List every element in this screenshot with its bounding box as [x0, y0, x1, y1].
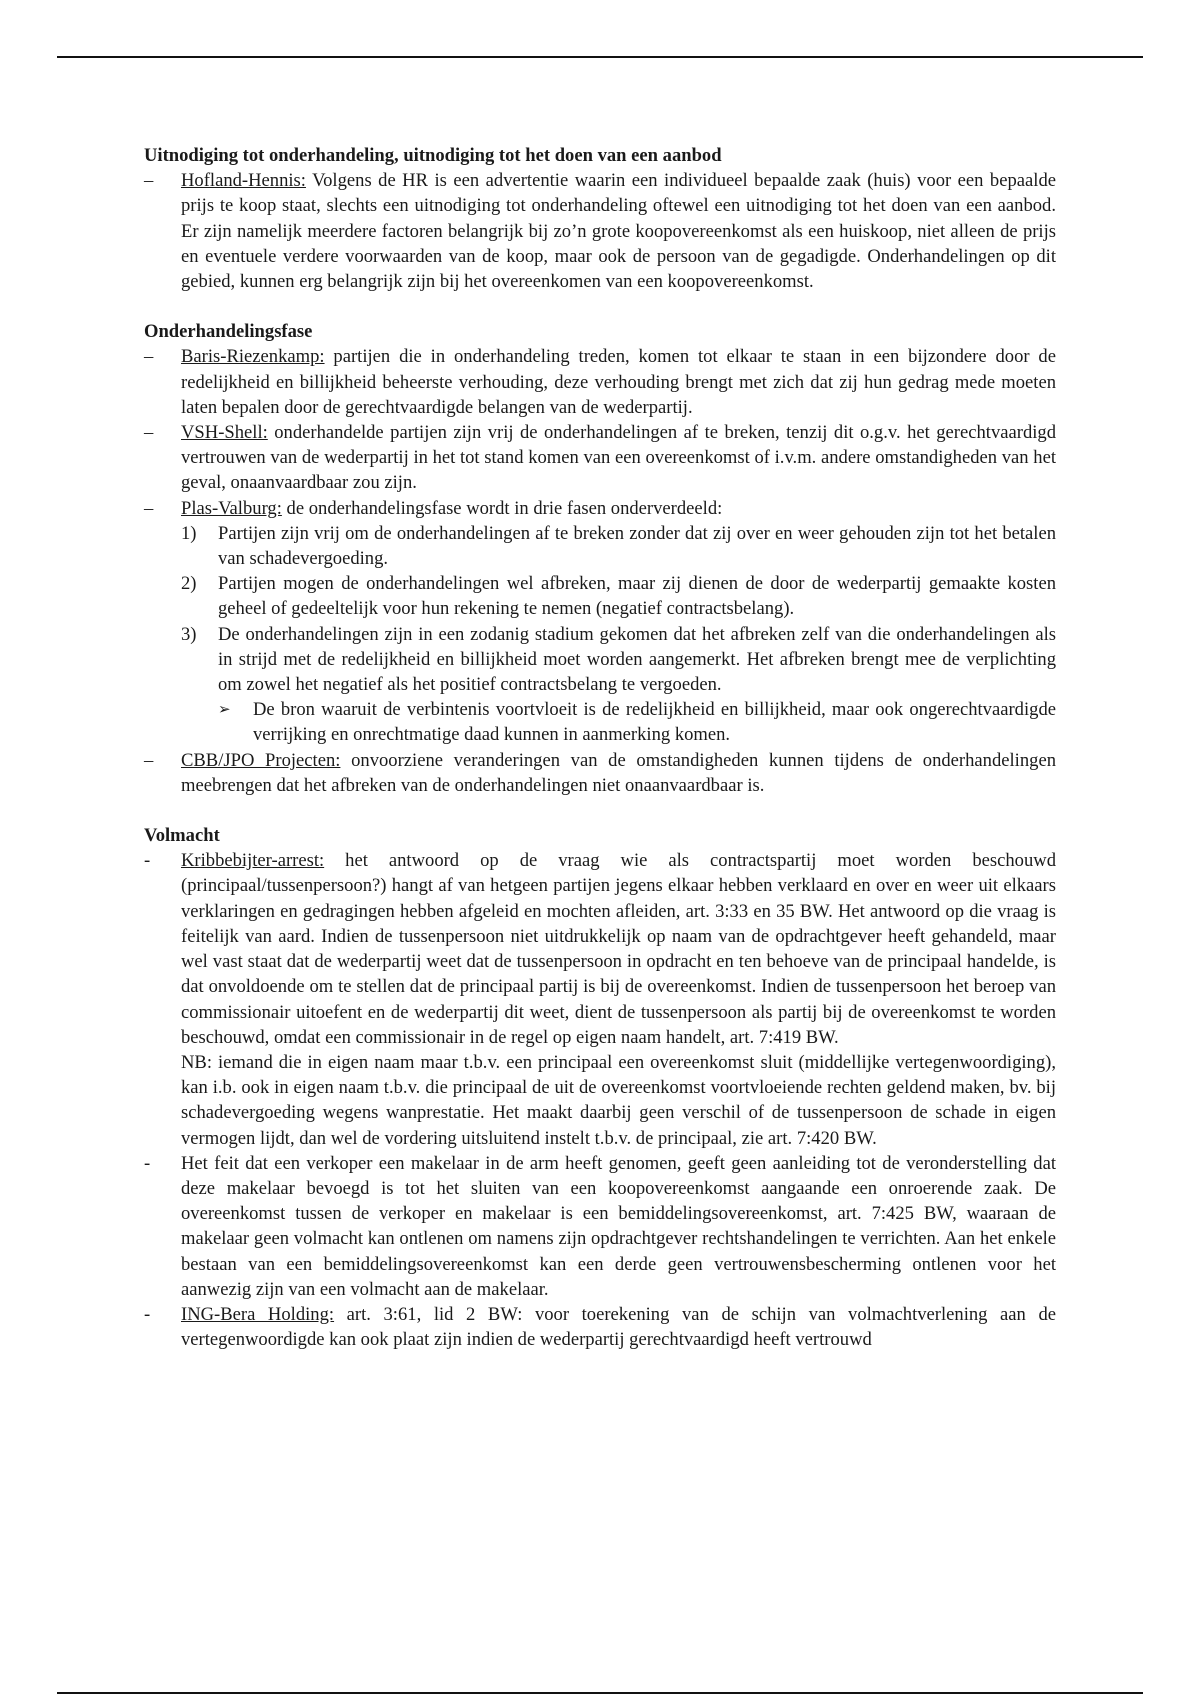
dash-bullet: -	[144, 1303, 151, 1325]
section-title: Volmacht	[144, 825, 220, 847]
dash-bullet: -	[144, 1152, 151, 1174]
arrow-note	[218, 697, 1056, 747]
case-name: Kribbebijter-arrest:	[181, 850, 325, 872]
item-text: het antwoord op de vraag wie als contractspartij moet worden beschouwd (principaal/tussenpersoon?) hangt af van hetgeen partijen jegens elkaar hebben verklaard en over en weer uit elkaars verklaringen en gedragingen hebben afgeleid en mochten afleiden, art. 3:33 en 35 BW. Het antwoord op die vraag is feitelijk van aard. Indien de tussenpersoon niet uitdrukkelijk op naam van de opdrachtgever heeft gehandeld, maar wel vast staat dat de wederpartij weet dat de tussenpersoon in opdracht en ten behoeve van de principaal handelde, is dat onvoldoende om te stellen dat de principaal partij is bij de overeenkomst. Indien de tussenpersoon het beroep van commissionair uitoefent en de wederpartij dit weet, dient de tussenpersoon als partij bij de overeenkomst te worden beschouwd, omdat een commissionair in de regel op eigen naam handelt, art. 7:419 BW.	[181, 850, 1056, 1048]
numbered-item	[181, 622, 1056, 748]
numbered-item-text: Partijen zijn vrij om de onderhandelingen af te breken zonder dat zij over en weer gehouden zijn tot het betalen van schadevergoeding.	[218, 522, 1056, 570]
dash-bullet: –	[144, 497, 154, 519]
case-name: CBB/JPO Projecten:	[181, 749, 341, 771]
case-name: Plas-Valburg:	[181, 497, 282, 519]
document-body	[144, 143, 1056, 1352]
item-text: de onderhandelingsfase wordt in drie fasen onderverdeeld:	[281, 497, 723, 519]
item-text: Volgens de HR is een advertentie waarin een individueel bepaalde zaak (huis) voor een bepaalde prijs te koop staat, slechts een uitnodiging tot onderhandeling oftewel een uitnodiging tot het doen van een aanbod. Er zijn namelijk meerdere factoren belangrijk bij zo’n grote koopovereenkomst als een huiskoop, niet alleen de prijs en eventuele verdere voorwaarden van de koop, maar ook de persoon van de gegadigde. Onderhandelingen op dit gebied, kunnen erg belangrijk zijn bij het overeenkomen van een koopovereenkomst.	[181, 170, 1056, 293]
dash-bullet: -	[144, 850, 151, 872]
item-text: onderhandelde partijen zijn vrij de onderhandelingen af te breken, tenzij dit o.g.v. het gerechtvaardigd vertrouwen van de wederpartij in het tot stand komen van een overeenkomst of i.v.m. andere omstandigheden van het geval, onaanvaardbaar zou zijn.	[181, 422, 1056, 494]
numbered-item	[181, 521, 1056, 571]
section-title: Onderhandelingsfase	[144, 321, 313, 343]
list-item	[144, 496, 1056, 748]
item-number: 2)	[181, 573, 197, 595]
case-name: VSH-Shell:	[181, 422, 268, 444]
section-title: Uitnodiging tot onderhandeling, uitnodiging tot het doen van een aanbod	[144, 145, 722, 166]
item-number: 1)	[181, 522, 197, 544]
list-item	[144, 748, 1056, 798]
item-text: art. 3:61, lid 2 BW: voor toerekening van de schijn van volmachtverlening aan de vertegenwoordigde kan ook plaat zijn indien de wederpartij gerechtvaardigd heeft vertrouwd	[181, 1303, 1056, 1351]
list-item	[144, 420, 1056, 496]
nb-note: NB: iemand die in eigen naam maar t.b.v. een principaal een overeenkomst sluit (middellijke vertegenwoordiging), kan i.b. ook in eigen naam t.b.v. die principaal de uit de overeenkomst voortvloeiende rechten geldend maken, bv. bij schadevergoeding wegens wanprestatie. Het maakt daarbij geen verschil of de tussenpersoon de schade in eigen vermogen lijdt, dan wel de vordering uitsluitend instelt t.b.v. de principaal, zie art. 7:420 BW.	[181, 1051, 1056, 1149]
header-rule	[57, 56, 1143, 58]
dash-bullet: –	[144, 749, 154, 771]
footer-rule	[57, 1692, 1143, 1694]
item-text: onvoorziene veranderingen van de omstandigheden kunnen tijdens de onderhandelingen meebrengen dat het afbreken van de onderhandelingen niet onaanvaardbaar is.	[181, 749, 1056, 796]
case-name: Baris-Riezenkamp:	[181, 346, 325, 368]
numbered-item	[181, 571, 1056, 621]
dash-bullet: –	[144, 170, 154, 192]
list-item	[144, 344, 1056, 420]
case-name: ING-Bera Holding:	[181, 1303, 335, 1325]
numbered-item-text: De onderhandelingen zijn in een zodanig stadium gekomen dat het afbreken zelf van die onderhandelingen als in strijd met de redelijkheid en billijkheid moet worden aangemerkt. Het afbreken brengt mee de verplichting om zowel het negatief als het positief contractsbelang te vergoeden.	[218, 623, 1056, 696]
arrow-bullet-icon: ➢	[218, 700, 231, 719]
item-text: Het feit dat een verkoper een makelaar in de arm heeft genomen, geeft geen aanleiding tot de veronderstelling dat deze makelaar bevoegd is tot het sluiten van een koopovereenkomst aangaande een onroerende zaak. De overeenkomst tussen de verkoper en makelaar is een bemiddelingsovereenkomst, art. 7:425 BW, waaraan de makelaar geen volmacht kan ontlenen om namens zijn opdrachtgever rechtshandelingen te verrichten. Aan het enkele bestaan van een bemiddelingsovereenkomst kan een derde geen vertrouwensbescherming ontlenen voor het aanwezig zijn van een volmacht aan de makelaar.	[181, 1152, 1056, 1300]
list-item	[144, 1151, 1056, 1302]
numbered-item-text: Partijen mogen de onderhandelingen wel afbreken, maar zij dienen de door de wederpartij gemaakte kosten geheel of gedeeltelijk voor hun rekening te nemen (negatief contractsbelang).	[218, 573, 1056, 620]
item-number: 3)	[181, 623, 197, 645]
dash-bullet: –	[144, 422, 154, 444]
case-name: Hofland-Hennis:	[181, 170, 306, 192]
item-text: partijen die in onderhandeling treden, komen tot elkaar te staan in een bijzondere door de redelijkheid en billijkheid beheerste verhouding, deze verhouding brengt met zich dat zij hun gedrag mede moeten laten bepalen door de gerechtvaardigde belangen van de wederpartij.	[181, 346, 1056, 418]
dash-bullet: –	[144, 346, 154, 368]
list-item	[144, 848, 1056, 1150]
list-item	[144, 1302, 1056, 1352]
arrow-note-text: De bron waaruit de verbintenis voortvloeit is de redelijkheid en billijkheid, maar ook ongerechtvaardigde verrijking en onrechtmatige daad kunnen in aanmerking komen.	[253, 699, 1056, 746]
list-item	[144, 168, 1056, 294]
